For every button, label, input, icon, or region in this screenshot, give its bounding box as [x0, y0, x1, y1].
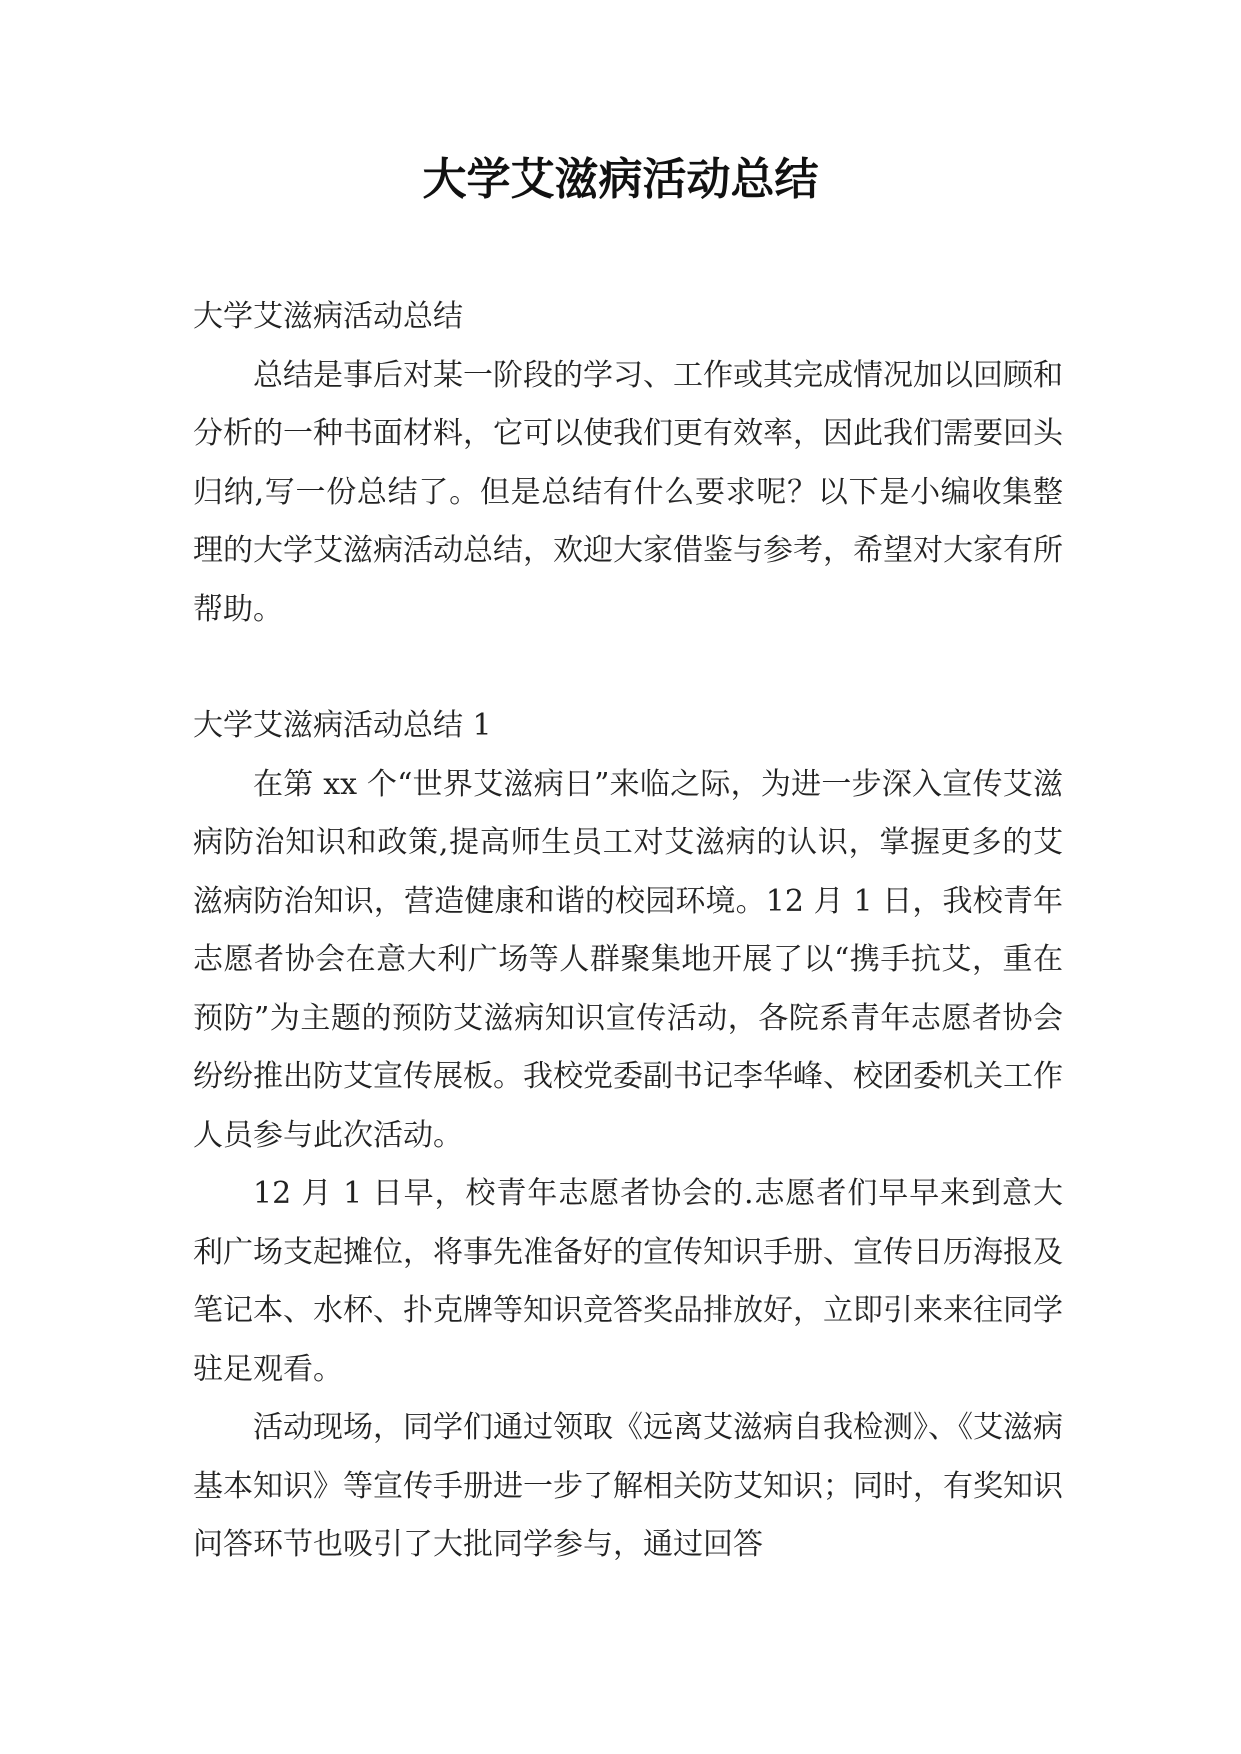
- intro-heading: 大学艾滋病活动总结: [193, 299, 463, 334]
- intro-paragraph: 总结是事后对某一阶段的学习、工作或其完成情况加以回顾和分析的一种书面材料，它可以使我们更有效率，因此我们需要回头归纳,写一份总结了。但是总结有什么要求呢？以下是小编收集整理的大学艾滋病活动总结，欢迎大家借鉴与参考，希望对大家有所帮助。: [193, 357, 1063, 627]
- body-paragraph: 在第 xx 个“世界艾滋病日”来临之际，为进一步深入宣传艾滋病防治知识和政策,提高师生员工对艾滋病的认识，掌握更多的艾滋病防治知识，营造健康和谐的校园环境。12 月 1 日，我校青年志愿者协会在意大利广场等人群聚集地开展了以“携手抗艾，重在预防”为主题的预防艾滋病知识宣传活动，各院系青年志愿者协会纷纷推出防艾宣传展板。我校党委副书记李华峰、校团委机关工作人员参与此次活动。: [193, 766, 1063, 1153]
- section-spacer: [193, 639, 1063, 697]
- body-paragraph: 12 月 1 日早，校青年志愿者协会的.志愿者们早早来到意大利广场支起摊位，将事先准备好的宣传知识手册、宣传日历海报及笔记本、水杯、扑克牌等知识竞答奖品排放好，立即引来来往同学驻足观看。: [193, 1176, 1063, 1387]
- section-heading: 大学艾滋病活动总结 1: [193, 708, 492, 743]
- body-paragraph: 活动现场，同学们通过领取《远离艾滋病自我检测》、《艾滋病基本知识》等宣传手册进一步了解相关防艾知识；同时，有奖知识问答环节也吸引了大批同学参与，通过回答: [193, 1410, 1063, 1562]
- document-title: 大学艾滋病活动总结: [422, 154, 819, 205]
- document-body: [193, 288, 1063, 1575]
